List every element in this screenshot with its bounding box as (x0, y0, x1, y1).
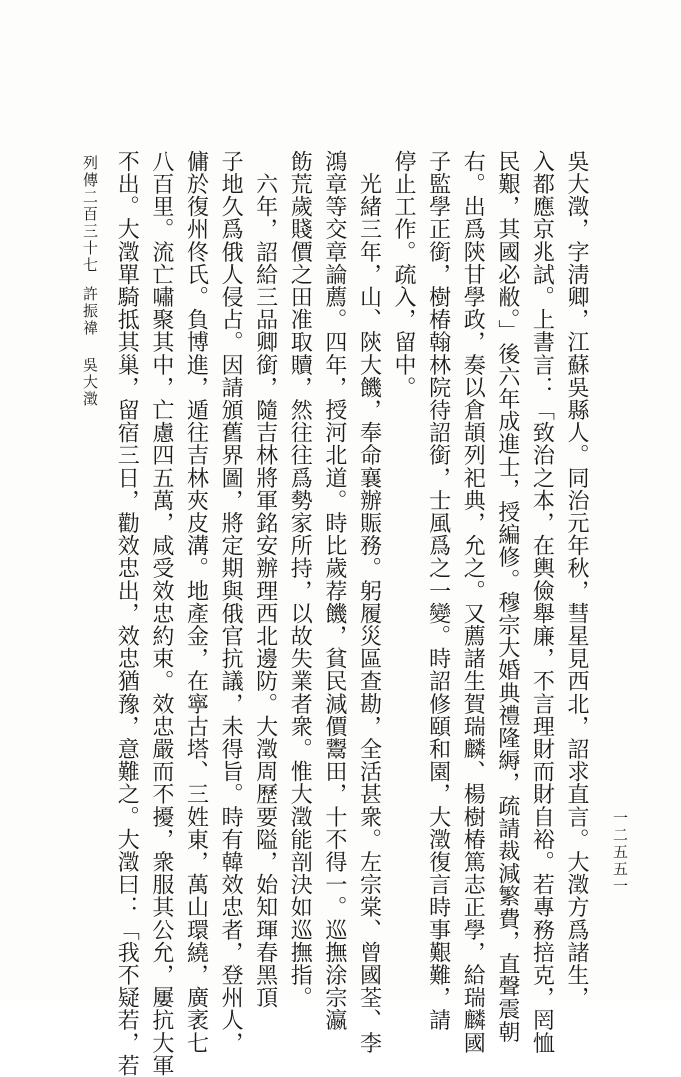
page-number: 一二五五一 (611, 810, 629, 895)
text-column: 民艱，其國必敝。」後六年成進士，授編修。穆宗大婚典禮隆縟，疏請裁減繁費，直聲震朝 (494, 150, 520, 1043)
text-column: 不出。大澂單騎抵其巢，留宿三日，勸效忠出，效忠猶豫，意難之。大澂曰：「我不疑若，若 (114, 150, 140, 1077)
text-column: 停止工作。疏入，留中。 (391, 150, 417, 399)
text-column: 右。出爲陝甘學政，奏以倉頡列祀典，允之。又薦諸生賀瑞麟、楊樹椿篤志正學，給瑞麟國 (460, 150, 486, 1054)
text-column: 八百里。流亡嘯聚其中，亡慮四五萬，咸受效忠約束。效忠嚴而不擾，衆服其公允，屢抗大軍 (148, 150, 174, 1077)
text-column: 子地久爲俄人侵占。因請頒舊界圖，將定期與俄官抗議，未得旨。時有韓效忠者，登州人， (218, 150, 244, 1054)
biography-text (88, 150, 593, 1077)
text-column: 傭於復州佟氏。負博進，遁往吉林夾皮溝。地產金，在寧古塔、三姓東，萬山環繞，廣袤七 (183, 150, 209, 1054)
text-column: 光緒三年，山、陝大饑，奉命襄辦賑務。躬履災區查勘，全活甚衆。左宗棠、曾國荃、李 (356, 150, 382, 1054)
text-column: 飭荒歲賤價之田准取贖，然往往爲勢家所持，以故失業者衆。惟大澂能剖決如巡撫指。 (287, 150, 313, 1009)
text-column: 吳大澂，字淸卿，江蘇吳縣人。同治元年秋，彗星見西北，詔求直言。大澂方爲諸生， (564, 150, 589, 1009)
text-column: 六年，詔給三品卿銜，隨吉林將軍銘安辦理西北邊防。大澂周歷要隘，始知琿春黑頂 (252, 150, 278, 1009)
persons-label: 許振禕 吳大澂 (81, 286, 99, 408)
text-column: 入都應京兆試。上書言：「致治之本，在輿儉舉廉，不言理財而財自裕。若專務掊克，罔恤 (529, 150, 555, 1054)
text-column: 鴻章等交章論薦。四年，授河北道。時比歲荐饑，貧民減價鬻田，十不得一。巡撫涂宗瀛 (321, 150, 347, 1032)
chapter-label: 列傳二百三十七 (81, 155, 99, 274)
text-column: 子監學正銜，樹椿翰林院待詔銜，士風爲之一變。時詔修頤和園，大澂復言時事艱難，請 (425, 150, 451, 1032)
running-header (80, 155, 101, 408)
